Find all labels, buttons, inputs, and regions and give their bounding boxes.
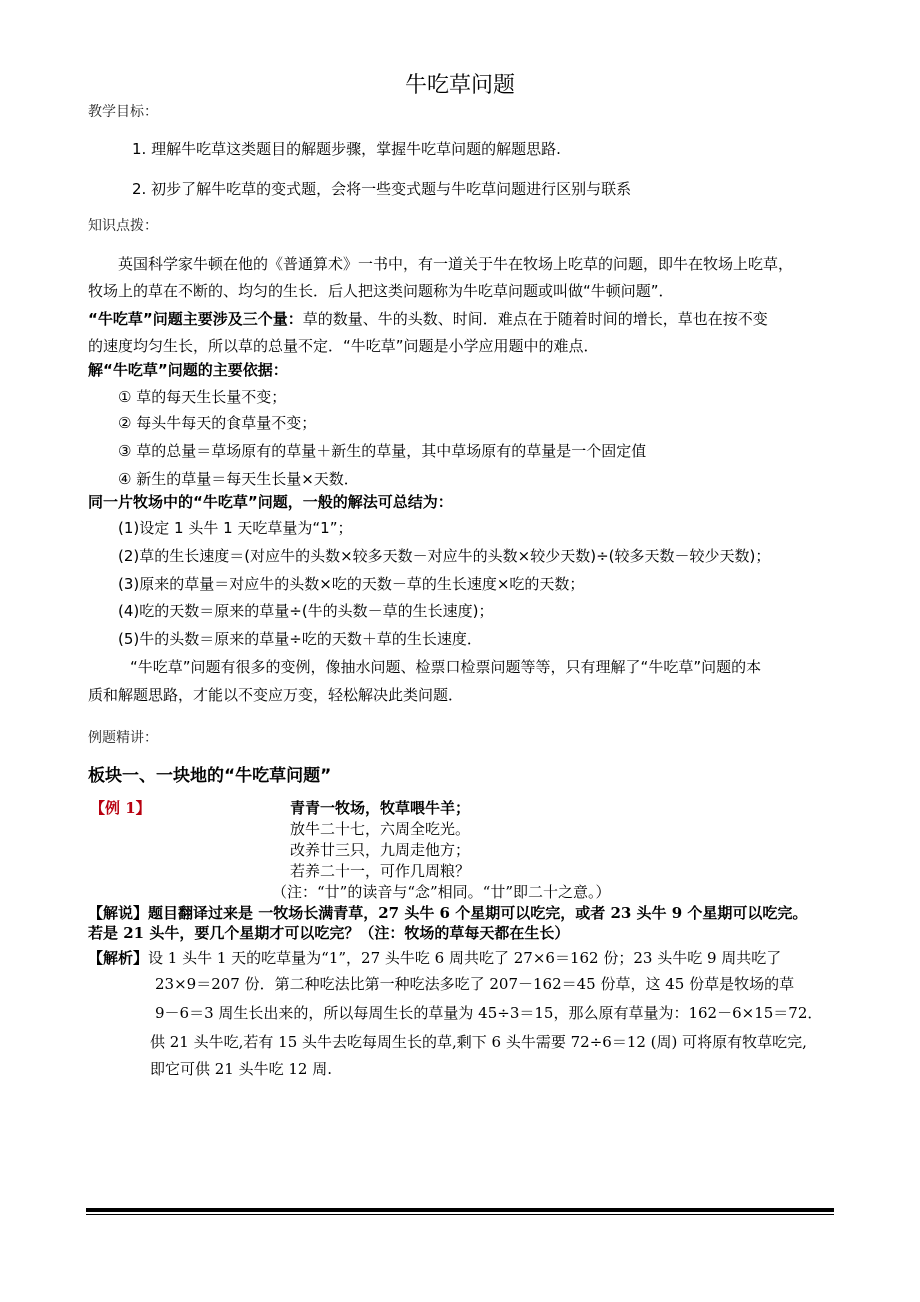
method-item-1: (1)设定 1 头牛 1 天吃草量为“1”； (118, 519, 353, 537)
goal-item-2: 2. 初步了解牛吃草的变式题，会将一些变式题与牛吃草问题进行区别与联系 (132, 180, 632, 198)
poem-line-4: 若养二十一，可作几周粮？ (290, 862, 471, 880)
footer-rule-thick (86, 1208, 834, 1212)
poem-line-1: 青青一牧场，牧草喂牛羊； (290, 799, 471, 817)
goals-label: 教学目标： (88, 104, 158, 120)
example-1-tag: 【例 1】 (90, 799, 151, 817)
footer-rule-thin (86, 1214, 834, 1215)
knowledge-label: 知识点拨： (88, 218, 158, 234)
basis-item-4: ④ 新生的草量＝每天生长量×天数． (118, 470, 359, 488)
three-quantities-rest: 草的数量、牛的头数、时间．难点在于随着时间的增长，草也在按不变 (302, 310, 768, 328)
page-title: 牛吃草问题 (404, 73, 515, 98)
explain-text-1: 题目翻译过来是 一牧场长满青草，27 头牛 6 个星期可以吃完，或者 23 头牛 9 个星期可以吃完。 (148, 904, 808, 922)
goal-item-1: 1. 理解牛吃草这类题目的解题步骤，掌握牛吃草问题的解题思路. (132, 140, 561, 158)
section-title: 板块一、一块地的“牛吃草问题” (88, 766, 332, 786)
explain-tag: 【解说】 (88, 904, 149, 922)
basis-item-3: ③ 草的总量＝草场原有的草量＋新生的草量，其中草场原有的草量是一个固定值 (118, 442, 647, 460)
solution-line-2: 23×9＝207 份．第二种吃法比第一种吃法多吃了 207－162＝45 份草，这 45 份草是牧场的草 (155, 975, 795, 993)
method-item-5: (5)牛的头数＝原来的草量÷吃的天数＋草的生长速度． (118, 630, 482, 648)
basis-item-2: ② 每头牛每天的食草量不变； (118, 414, 317, 432)
poem-note: （注：“廿”的读音与“念”相同。“廿”即二十之意。） (272, 883, 611, 901)
solution-line-3: 9－6＝3 周生长出来的，所以每周生长的草量为 45÷3＝15，那么原有草量为：162－6×15＝72． (155, 1004, 823, 1022)
examples-label: 例题精讲： (88, 730, 158, 746)
poem-line-3: 改养廿三只，九周走他方； (290, 841, 471, 859)
method-item-4: (4)吃的天数＝原来的草量÷(牛的头数－草的生长速度)； (118, 602, 494, 620)
explain-line-2: 若是 21 头牛，要几个星期才可以吃完？（注：牧场的草每天都在生长） (88, 924, 570, 942)
basis-label: 解“牛吃草”问题的主要依据： (88, 361, 288, 379)
method-item-3: (3)原来的草量＝对应牛的头数×吃的天数－草的生长速度×吃的天数； (118, 575, 585, 593)
solution-text-1: 设 1 头牛 1 天的吃草量为“1”，27 头牛吃 6 周共吃了 27×6＝162 份；23 头牛吃 9 周共吃了 (148, 949, 782, 967)
closing-line-2: 质和解题思路，才能以不变应万变，轻松解决此类问题． (88, 686, 464, 704)
closing-line-1: “牛吃草”问题有很多的变例，像抽水问题、检票口检票问题等等，只有理解了“牛吃草”问题的本 (130, 658, 762, 676)
explain-line-1 (88, 902, 807, 923)
poem-line-2: 放牛二十七，六周全吃光。 (290, 820, 471, 838)
solution-line-5: 即它可供 21 头牛吃 12 周. (150, 1060, 333, 1078)
method-item-2: (2)草的生长速度＝(对应牛的头数×较多天数－对应牛的头数×较少天数)÷(较多天数－较少天数)； (118, 547, 771, 565)
solution-line-4: 供 21 头牛吃,若有 15 头牛去吃每周生长的草,剩下 6 头牛需要 72÷6＝12 (周) 可将原有牧草吃完, (150, 1033, 807, 1051)
three-quantities-line (88, 308, 768, 329)
solution-line-1 (88, 947, 781, 968)
basis-item-1: ① 草的每天生长量不变； (118, 388, 287, 406)
three-quantities-line-2: 的速度均匀生长，所以草的总量不定．“牛吃草”问题是小学应用题中的难点． (88, 337, 599, 355)
intro-line-2: 牧场上的草在不断的、均匀的生长．后人把这类问题称为牛吃草问题或叫做“牛顿问题”． (88, 282, 674, 300)
method-label: 同一片牧场中的“牛吃草”问题，一般的解法可总结为： (88, 493, 453, 511)
solution-tag: 【解析】 (88, 949, 149, 967)
three-quantities-bold: “牛吃草”问题主要涉及三个量： (88, 310, 303, 328)
intro-line-1: 英国科学家牛顿在他的《普通算术》一书中，有一道关于牛在牧场上吃草的问题，即牛在牧场上吃草， (118, 255, 794, 273)
